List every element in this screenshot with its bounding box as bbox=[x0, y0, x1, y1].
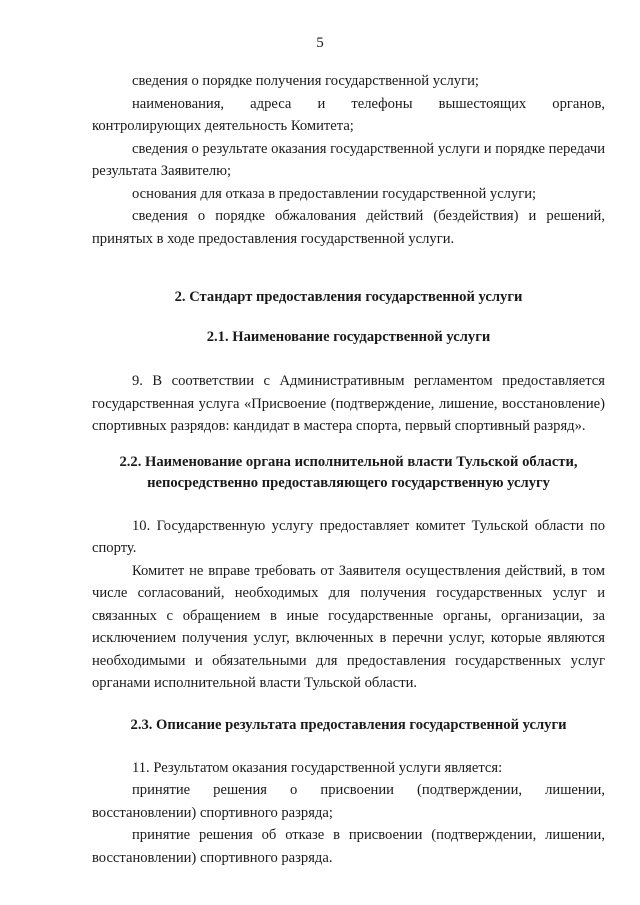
paragraph-authority-restrictions: Комитет не вправе требовать от Заявителя осуществления действий, в том числе согласований, необходимых для получения государственных услуг и связанных с обращением в иные государственные органы, организации, за исключением получения услуг, включенных в перечни услуг, которые являются необходимыми и обязательными для предоставления государственных услуг органами исполнительной власти Тульской области. bbox=[92, 562, 605, 691]
paragraph-authority: 10. Государственную услугу предоставляет комитет Тульской области по спорту. bbox=[92, 517, 605, 556]
section-heading-authority bbox=[92, 452, 605, 494]
intro-item: основания для отказа в предоставлении государственной услуги; bbox=[132, 185, 537, 202]
intro-item: сведения о результате оказания государственной услуги и порядке передачи результата Заявителю; bbox=[92, 140, 605, 179]
paragraph-result-item: принятие решения о присвоении (подтверждении, лишении, восстановлении) спортивного разряда; bbox=[92, 782, 605, 821]
section-heading-standard: 2. Стандарт предоставления государственной услуги bbox=[174, 289, 523, 305]
section-heading-authority-line1: 2.2. Наименование органа исполнительной власти Тульской области, bbox=[119, 453, 578, 470]
page-number: 5 bbox=[316, 35, 324, 51]
intro-item: наименования, адреса и телефоны вышестоящих органов, контролирующих деятельность Комитета; bbox=[92, 95, 605, 134]
section-heading-service-name: 2.1. Наименование государственной услуги bbox=[206, 329, 491, 345]
section-heading-authority-line2: непосредственно предоставляющего государственную услугу bbox=[147, 474, 550, 491]
intro-item: сведения о порядке получения государственной услуги; bbox=[132, 73, 479, 89]
paragraph-result-item: принятие решения об отказе в присвоении (подтверждении, лишении, восстановлении) спортивного разряда. bbox=[92, 827, 605, 866]
intro-item: сведения о порядке обжалования действий (бездействия) и решений, принятых в ходе предоставления государственной услуги. bbox=[92, 208, 605, 247]
section-heading-result: 2.3. Описание результата предоставления государственной услуги bbox=[130, 716, 567, 733]
paragraph-service-name: 9. В соответствии с Административным регламентом предоставляется государственная услуга «Присвоение (подтверждение, лишение, восстановление) спортивных разрядов: кандидат в мастера спорта, первый спортивный разряд». bbox=[92, 373, 605, 434]
paragraph-result-intro: 11. Результатом оказания государственной услуги является: bbox=[132, 759, 503, 776]
document-body bbox=[92, 70, 605, 869]
